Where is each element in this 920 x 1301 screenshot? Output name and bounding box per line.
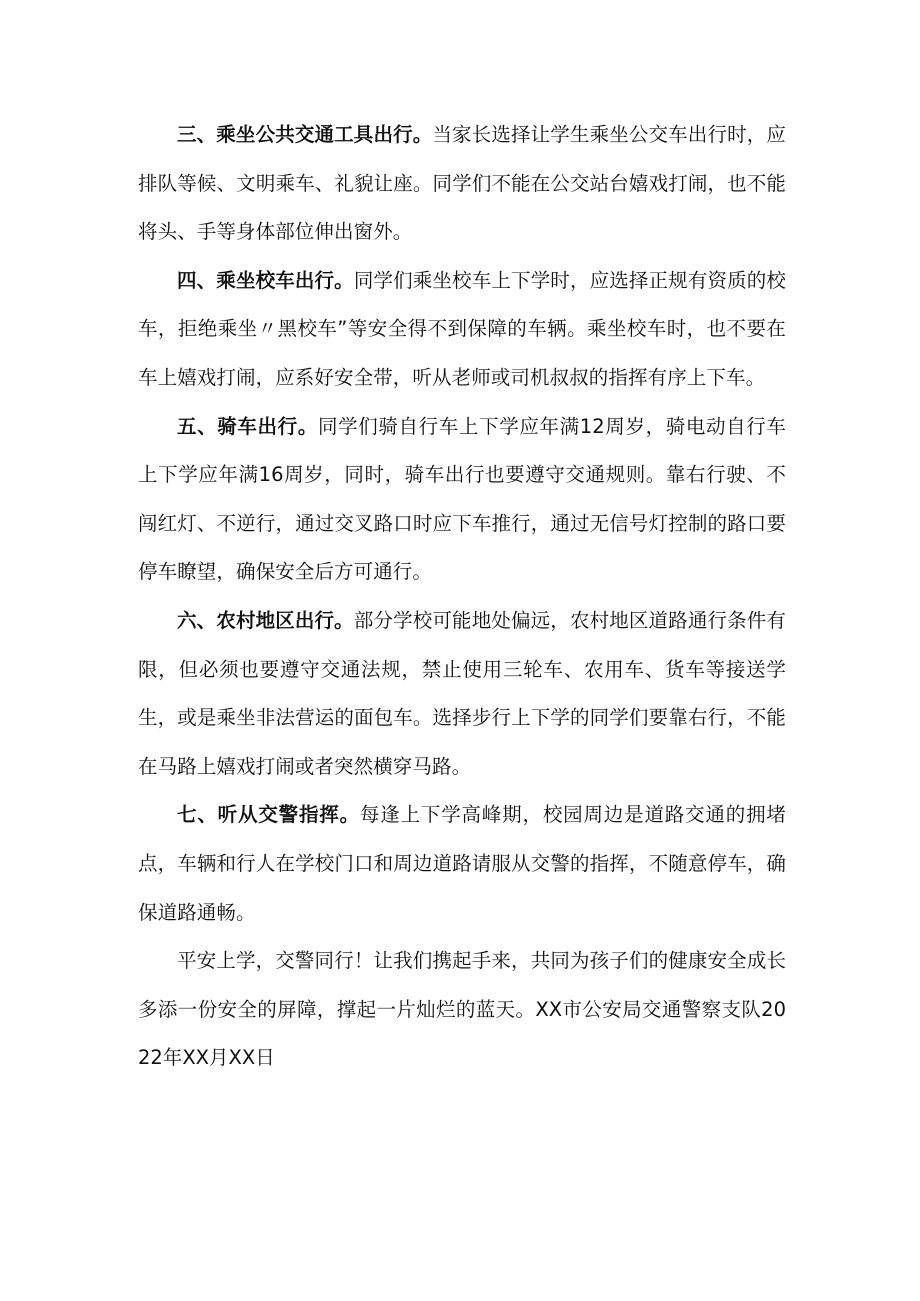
section-body: 部分学校可能地处偏远，农村地区道路通行条件有限，但必须也要遵守交通法规，禁止使用三轮车、农用车、货车等接送学生，或是乘坐非法营运的面包车。选择步行上下学的同学们要靠右行，不能在马路上嬉戏打闹或者突然横穿马路。 [138, 608, 787, 778]
section-paragraph [138, 257, 786, 403]
section-heading: 五、骑车出行。 [177, 414, 318, 438]
section-body: 同学们乘坐校车上下学时，应选择正规有资质的校车，拒绝乘坐〃黑校车”等安全得不到保障的车辆。乘坐校车时，也不要在车上嬉戏打闹，应系好安全带，听从老师或司机叔叔的指挥有序上下车。 [138, 268, 787, 389]
section-heading: 七、听从交警指挥。 [177, 803, 360, 827]
section-paragraph [138, 791, 786, 937]
section-heading: 四、乘坐校车出行。 [177, 268, 354, 292]
document-body [138, 111, 786, 1083]
section-body: 每逢上下学高峰期，校园周边是道路交通的拥堵点，车辆和行人在学校门口和周边道路请服从交警的指挥，不随意停车，确保道路通畅。 [138, 803, 786, 924]
section-heading: 三、乘坐公共交通工具出行。 [177, 123, 433, 146]
closing-paragraph: 平安上学，交警同行！让我们携起手来，共同为孩子们的健康安全成长多添一份安全的屏障，撑起一片灿烂的蓝天。XX市公安局交通警察支队2022年XX月XX日 [138, 949, 786, 1070]
section-heading: 六、农村地区出行。 [177, 608, 354, 632]
section-paragraph [138, 111, 786, 257]
section-body: 当家长选择让学生乘坐公交车出行时，应排队等候、文明乘车、礼貌让座。同学们不能在公交站台嬉戏打闹，也不能将头、手等身体部位伸出窗外。 [138, 123, 786, 244]
section-paragraph [138, 597, 786, 791]
section-body: 同学们骑自行车上下学应年满12周岁，骑电动自行车上下学应年满16周岁，同时，骑车出行也要遵守交通规则。靠右行驶、不闯红灯、不逆行，通过交叉路口时应下车推行，通过无信号灯控制的路口要停车瞭望，确保安全后方可通行。 [138, 414, 786, 584]
section-paragraph [138, 403, 786, 597]
